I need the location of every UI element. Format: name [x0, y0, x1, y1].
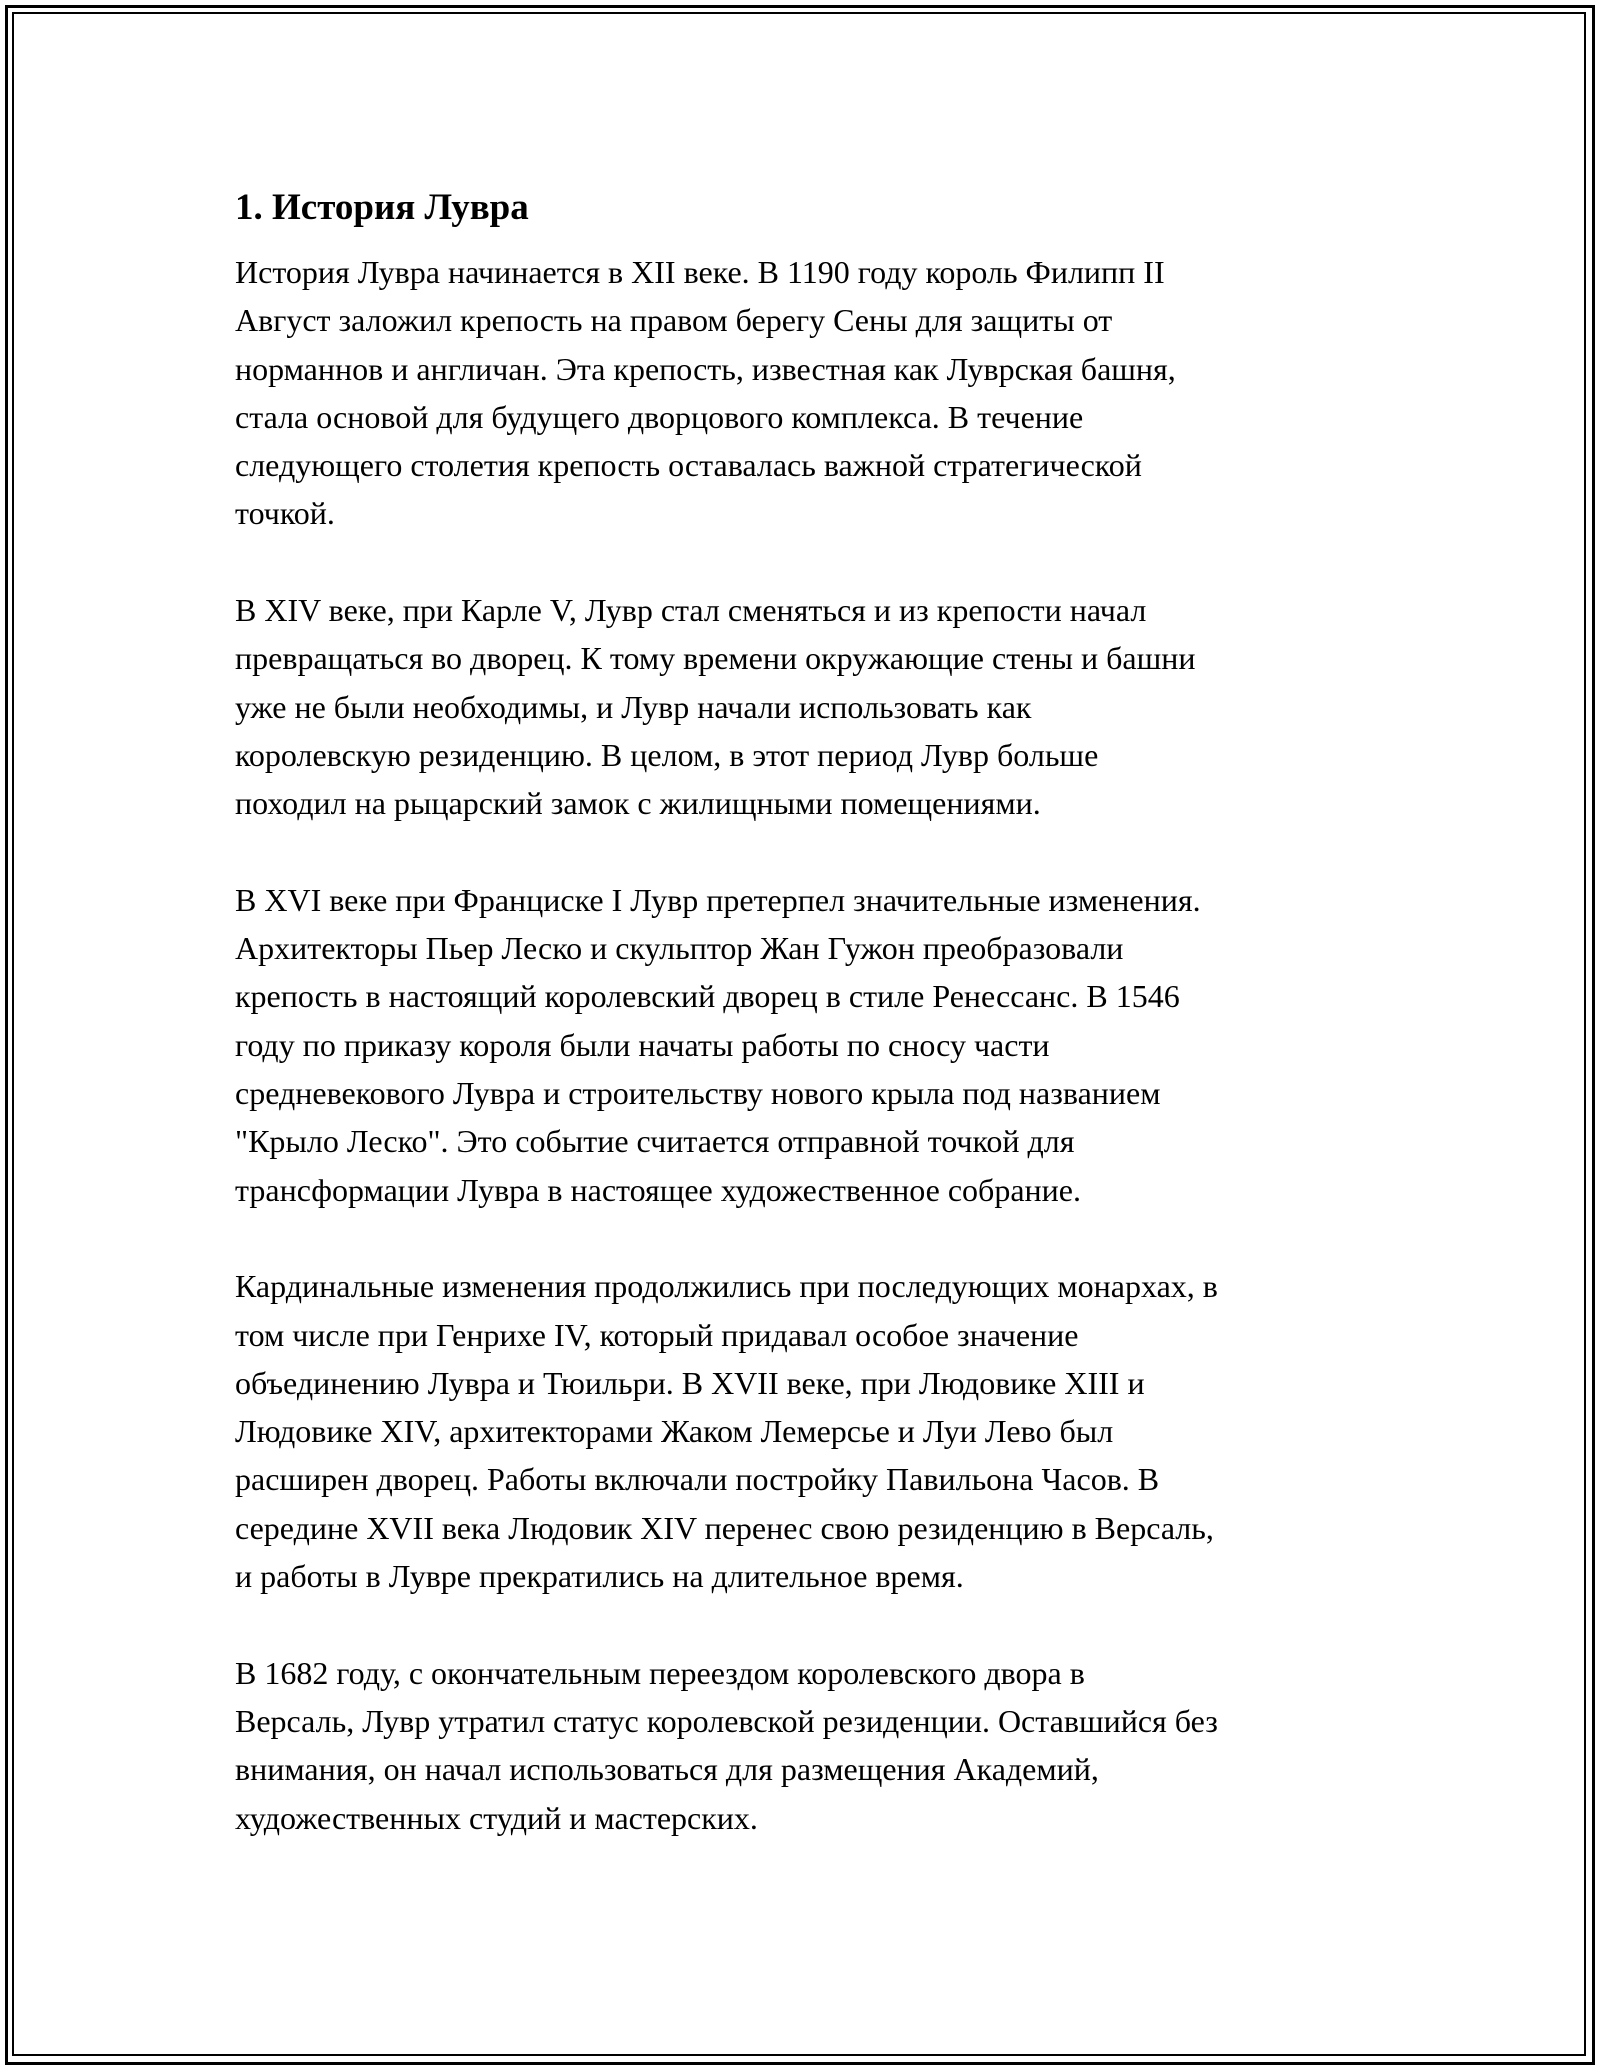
document-title: 1. История Лувра — [235, 187, 529, 228]
paragraph-line: внимания, он начал использоваться для размещения Академий, — [235, 1751, 1099, 1788]
paragraph-line: Август заложил крепость на правом берегу Сены для защиты от — [235, 302, 1113, 339]
paragraph-line: трансформации Лувра в настоящее художественное собрание. — [235, 1171, 1081, 1208]
paragraph-line: превращаться во дворец. К тому времени окружающие стены и башни — [235, 640, 1196, 677]
paragraph-line: В XVI веке при Франциске I Лувр претерпел значительные изменения. — [235, 881, 1201, 918]
paragraph-line: В XIV веке, при Карле V, Лувр стал сменяться и из крепости начал — [235, 592, 1147, 629]
document-body — [235, 186, 1375, 1890]
paragraph-line: году по приказу короля были начаты работы по сносу части — [235, 1026, 1050, 1063]
paragraph-line: королевскую резиденцию. В целом, в этот период Лувр больше — [235, 736, 1099, 773]
paragraph-line: уже не были необходимы, и Лувр начали использовать как — [235, 688, 1032, 725]
paragraph-line: "Крыло Леско". Это событие считается отправной точкой для — [235, 1123, 1075, 1160]
paragraph-line: норманнов и англичан. Эта крепость, известная как Луврская башня, — [235, 350, 1176, 387]
paragraph-line: Кардинальные изменения продолжились при последующих монархах, в — [235, 1268, 1218, 1305]
paragraph — [235, 1262, 1375, 1600]
paragraph-line: объединению Лувра и Тюильри. В XVII веке, при Людовике XIII и — [235, 1364, 1145, 1401]
paragraph-line: середине XVII века Людовик XIV перенес свою резиденцию в Версаль, — [235, 1509, 1214, 1546]
paragraph-line: расширен дворец. Работы включали постройку Павильона Часов. В — [235, 1461, 1160, 1498]
paragraph-line: Версаль, Лувр утратил статус королевской резиденции. Оставшийся без — [235, 1702, 1218, 1739]
paragraph-line: точкой. — [235, 495, 335, 532]
paragraph-line: том числе при Генрихе IV, который придавал особое значение — [235, 1316, 1079, 1353]
paragraph-line: походил на рыцарский замок с жилищными помещениями. — [235, 785, 1041, 822]
paragraph-line: художественных студий и мастерских. — [235, 1799, 758, 1836]
paragraph-line: средневекового Лувра и строительству нового крыла под названием — [235, 1075, 1161, 1112]
paragraph-line: и работы в Лувре прекратились на длительное время. — [235, 1558, 964, 1595]
paragraph-line: стала основой для будущего дворцового комплекса. В течение — [235, 398, 1084, 435]
paragraph — [235, 248, 1375, 538]
paragraph-line: В 1682 году, с окончательным переездом королевского двора в — [235, 1654, 1085, 1691]
paragraph — [235, 1649, 1375, 1842]
paragraph — [235, 876, 1375, 1214]
paragraph-line: крепость в настоящий королевский дворец в стиле Ренессанс. В 1546 — [235, 978, 1180, 1015]
paragraph — [235, 586, 1375, 827]
paragraph-line: Архитекторы Пьер Леско и скульптор Жан Гужон преобразовали — [235, 930, 1124, 967]
paragraph-line: следующего столетия крепость оставалась важной стратегической — [235, 447, 1142, 484]
paragraph-list — [235, 248, 1375, 1842]
paragraph-line: История Лувра начинается в XII веке. В 1190 году король Филипп II — [235, 254, 1165, 290]
paragraph-line: Людовике XIV, архитекторами Жаком Лемерсье и Луи Лево был — [235, 1413, 1114, 1450]
